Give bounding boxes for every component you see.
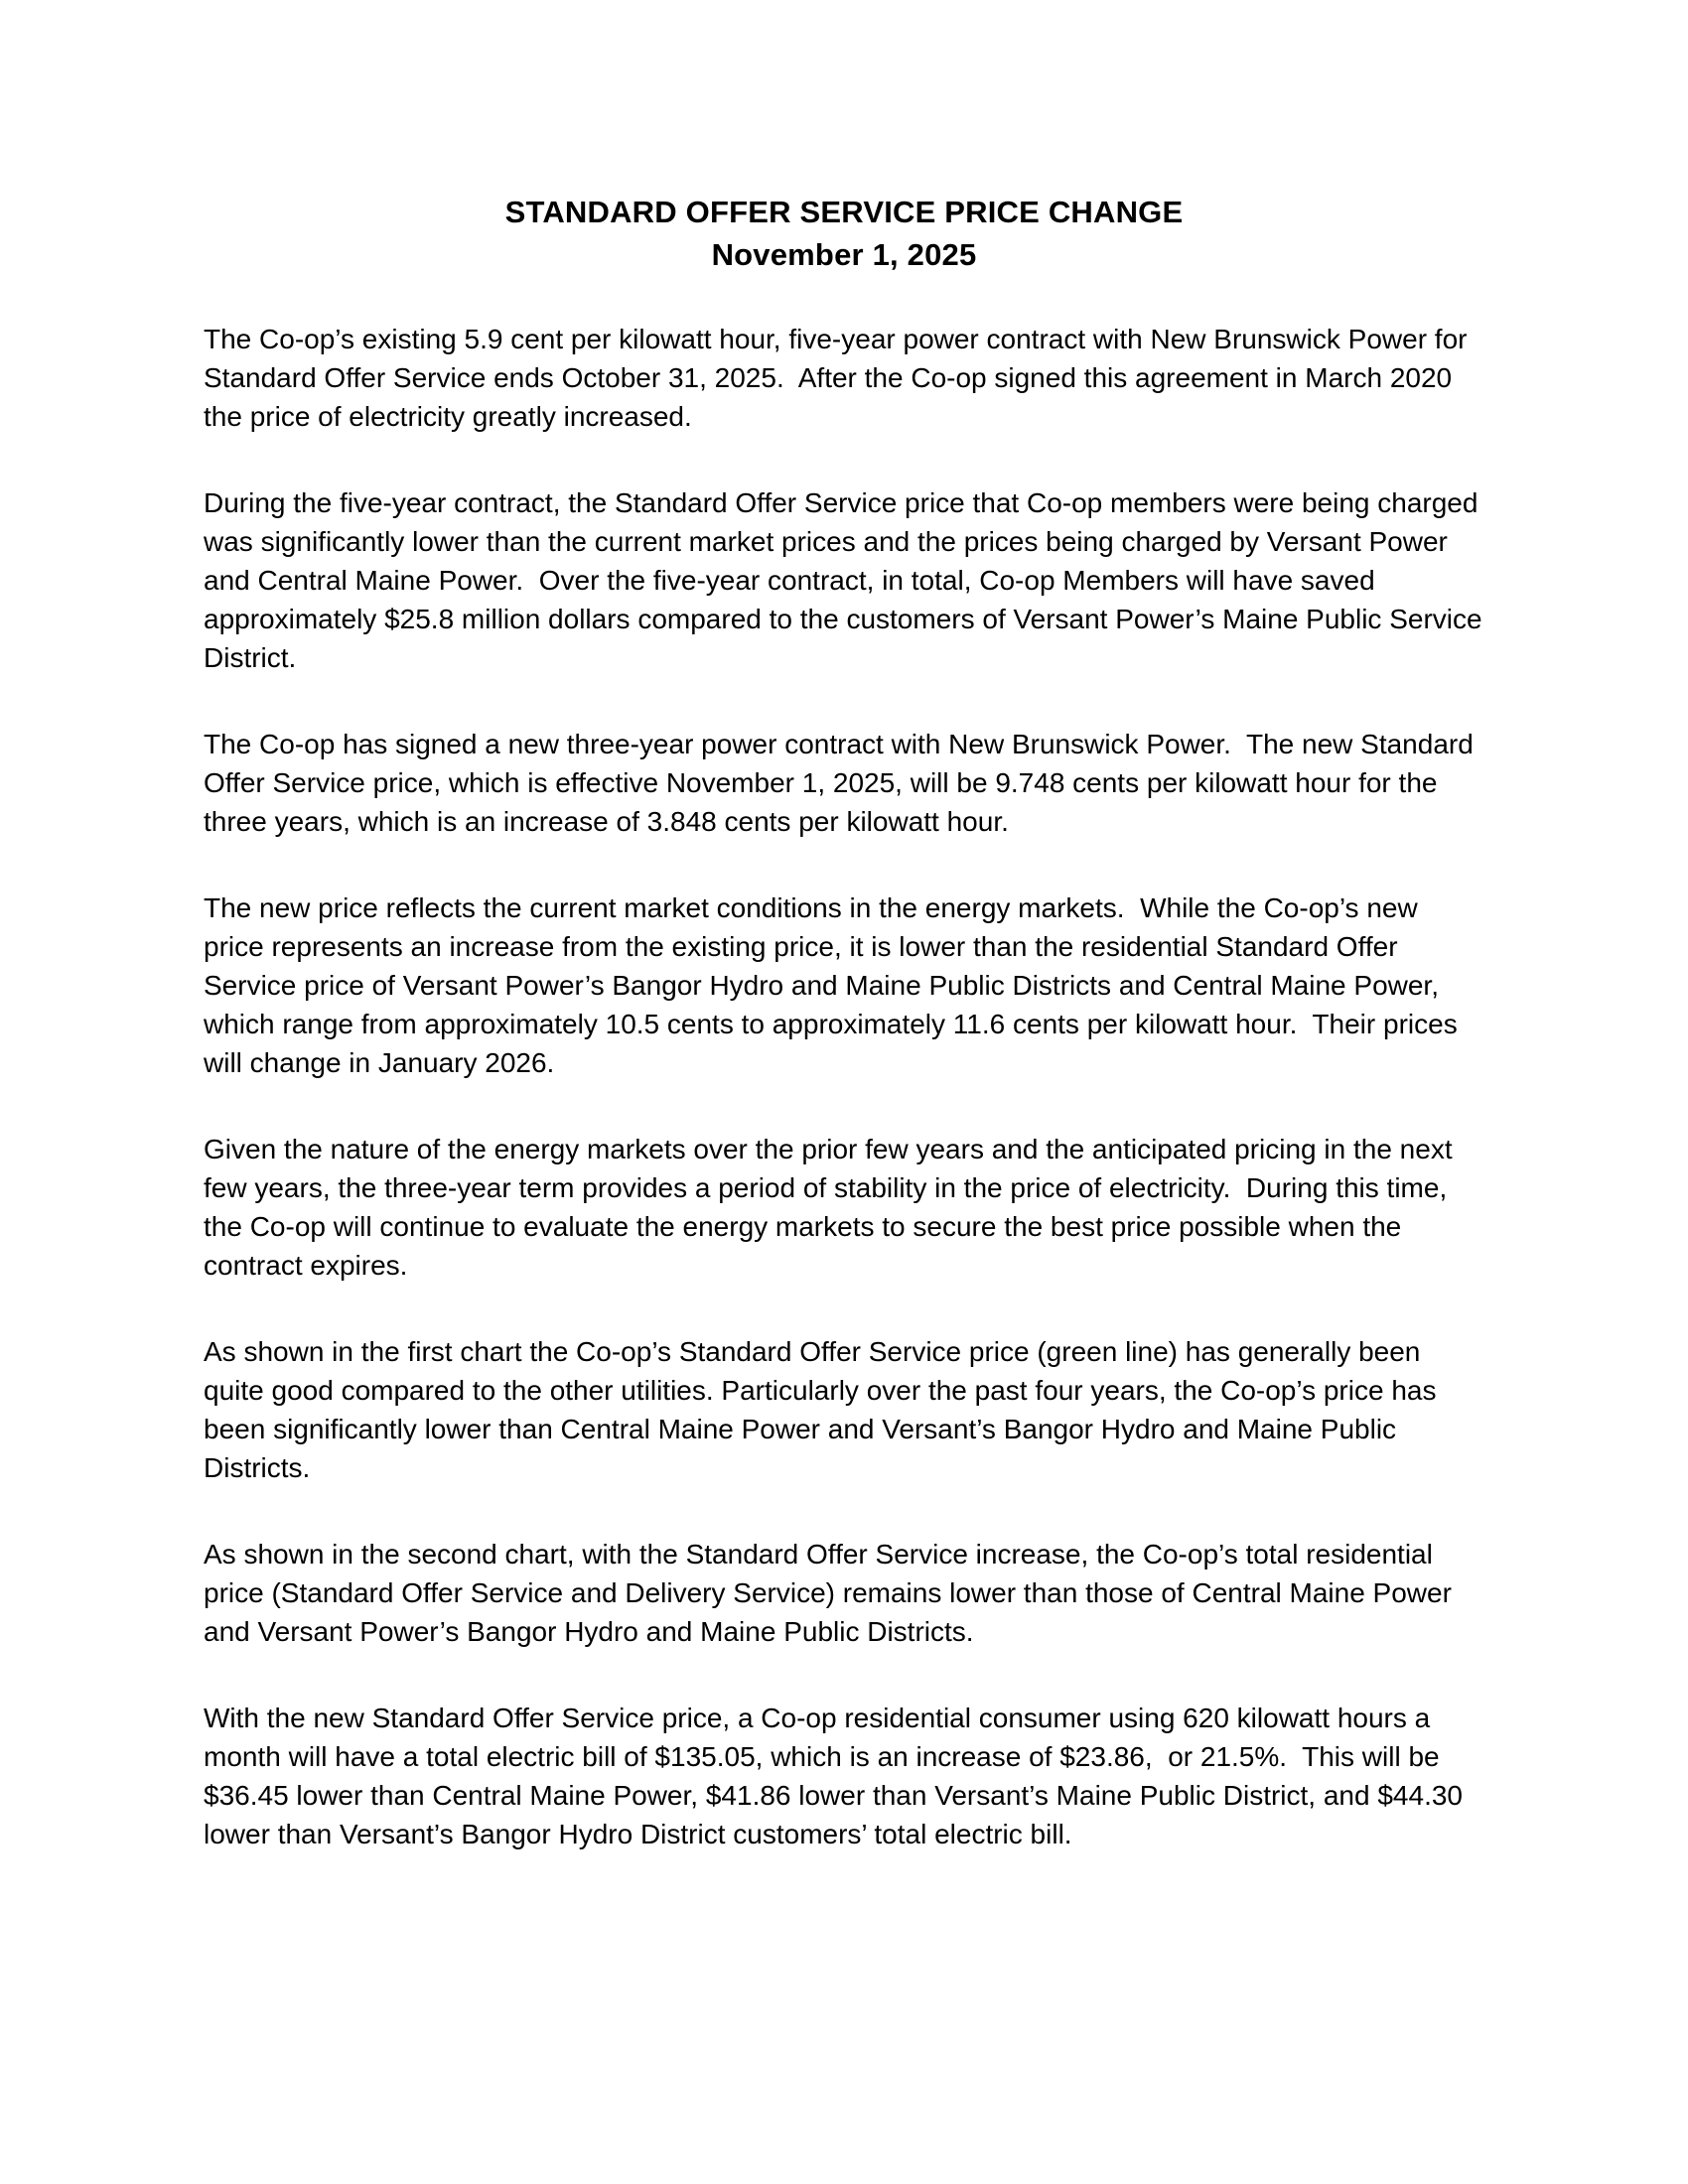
paragraph-existing-contract: The Co-op’s existing 5.9 cent per kilowatt hour, five-year power contract with New Brunswick Power for Standard Offer Service ends October 31, 2025. After the Co-op signed this agreement in March 2020 the price of electricity greatly increased. — [204, 324, 1476, 432]
paragraph-first-chart: As shown in the first chart the Co-op’s Standard Offer Service price (green line) has generally been quite good compared to the other utilities. Particularly over the past four years, the Co-op’s price has been significantly lower than Central Maine Power and Versant’s Bangor Hydro and Maine Public Districts. — [204, 1336, 1445, 1483]
paragraph-new-contract: The Co-op has signed a new three-year power contract with New Brunswick Power. The new Standard Offer Service price, which is effective November 1, 2025, will be 9.748 cents per kilowatt hour for the three years, which is an increase of 3.848 cents per kilowatt hour. — [204, 729, 1481, 837]
document-body — [204, 320, 1490, 1853]
paragraph-bill-impact: With the new Standard Offer Service price, a Co-op residential consumer using 620 kilowatt hours a month will have a total electric bill of $135.05, which is an increase of $23.86, or 21.5%. This will be $36.45 lower than Central Maine Power, $41.86 lower than Versant’s Maine Public District, and $44.30 lower than Versant’s Bangor Hydro District customers’ total electric bill. — [204, 1703, 1471, 1849]
paragraph-market-conditions: The new price reflects the current market conditions in the energy markets. While the Co-op’s new price represents an increase from the existing price, it is lower than the residential Standard Offer Service price of Versant Power’s Bangor Hydro and Maine Public Districts and Central Maine Power, which range from approximately 10.5 cents to approximately 11.6 cents per kilowatt hour. Their prices will change in January 2026. — [204, 892, 1466, 1078]
paragraph-second-chart: As shown in the second chart, with the Standard Offer Service increase, the Co-op’s total residential price (Standard Offer Service and Delivery Service) remains lower than those of Central Maine Power and Versant Power’s Bangor Hydro and Maine Public Districts. — [204, 1539, 1460, 1647]
document-date: November 1, 2025 — [711, 237, 977, 272]
paragraph-price-stability: Given the nature of the energy markets over the prior few years and the anticipated pricing in the next few years, the three-year term provides a period of stability in the price of electricity. During this time, the Co-op will continue to evaluate the energy markets to secure the best price possible when the contract expires. — [204, 1134, 1461, 1281]
document-title: STANDARD OFFER SERVICE PRICE CHANGE — [504, 195, 1184, 229]
paragraph-savings-comparison: During the five-year contract, the Standard Offer Service price that Co-op members were being charged was significantly lower than the current market prices and the prices being charged by Versant Power and Central Maine Power. Over the five-year contract, in total, Co-op Members will have saved approximately $25.8 million dollars compared to the customers of Versant Power’s Maine Public Service District. — [204, 487, 1490, 673]
